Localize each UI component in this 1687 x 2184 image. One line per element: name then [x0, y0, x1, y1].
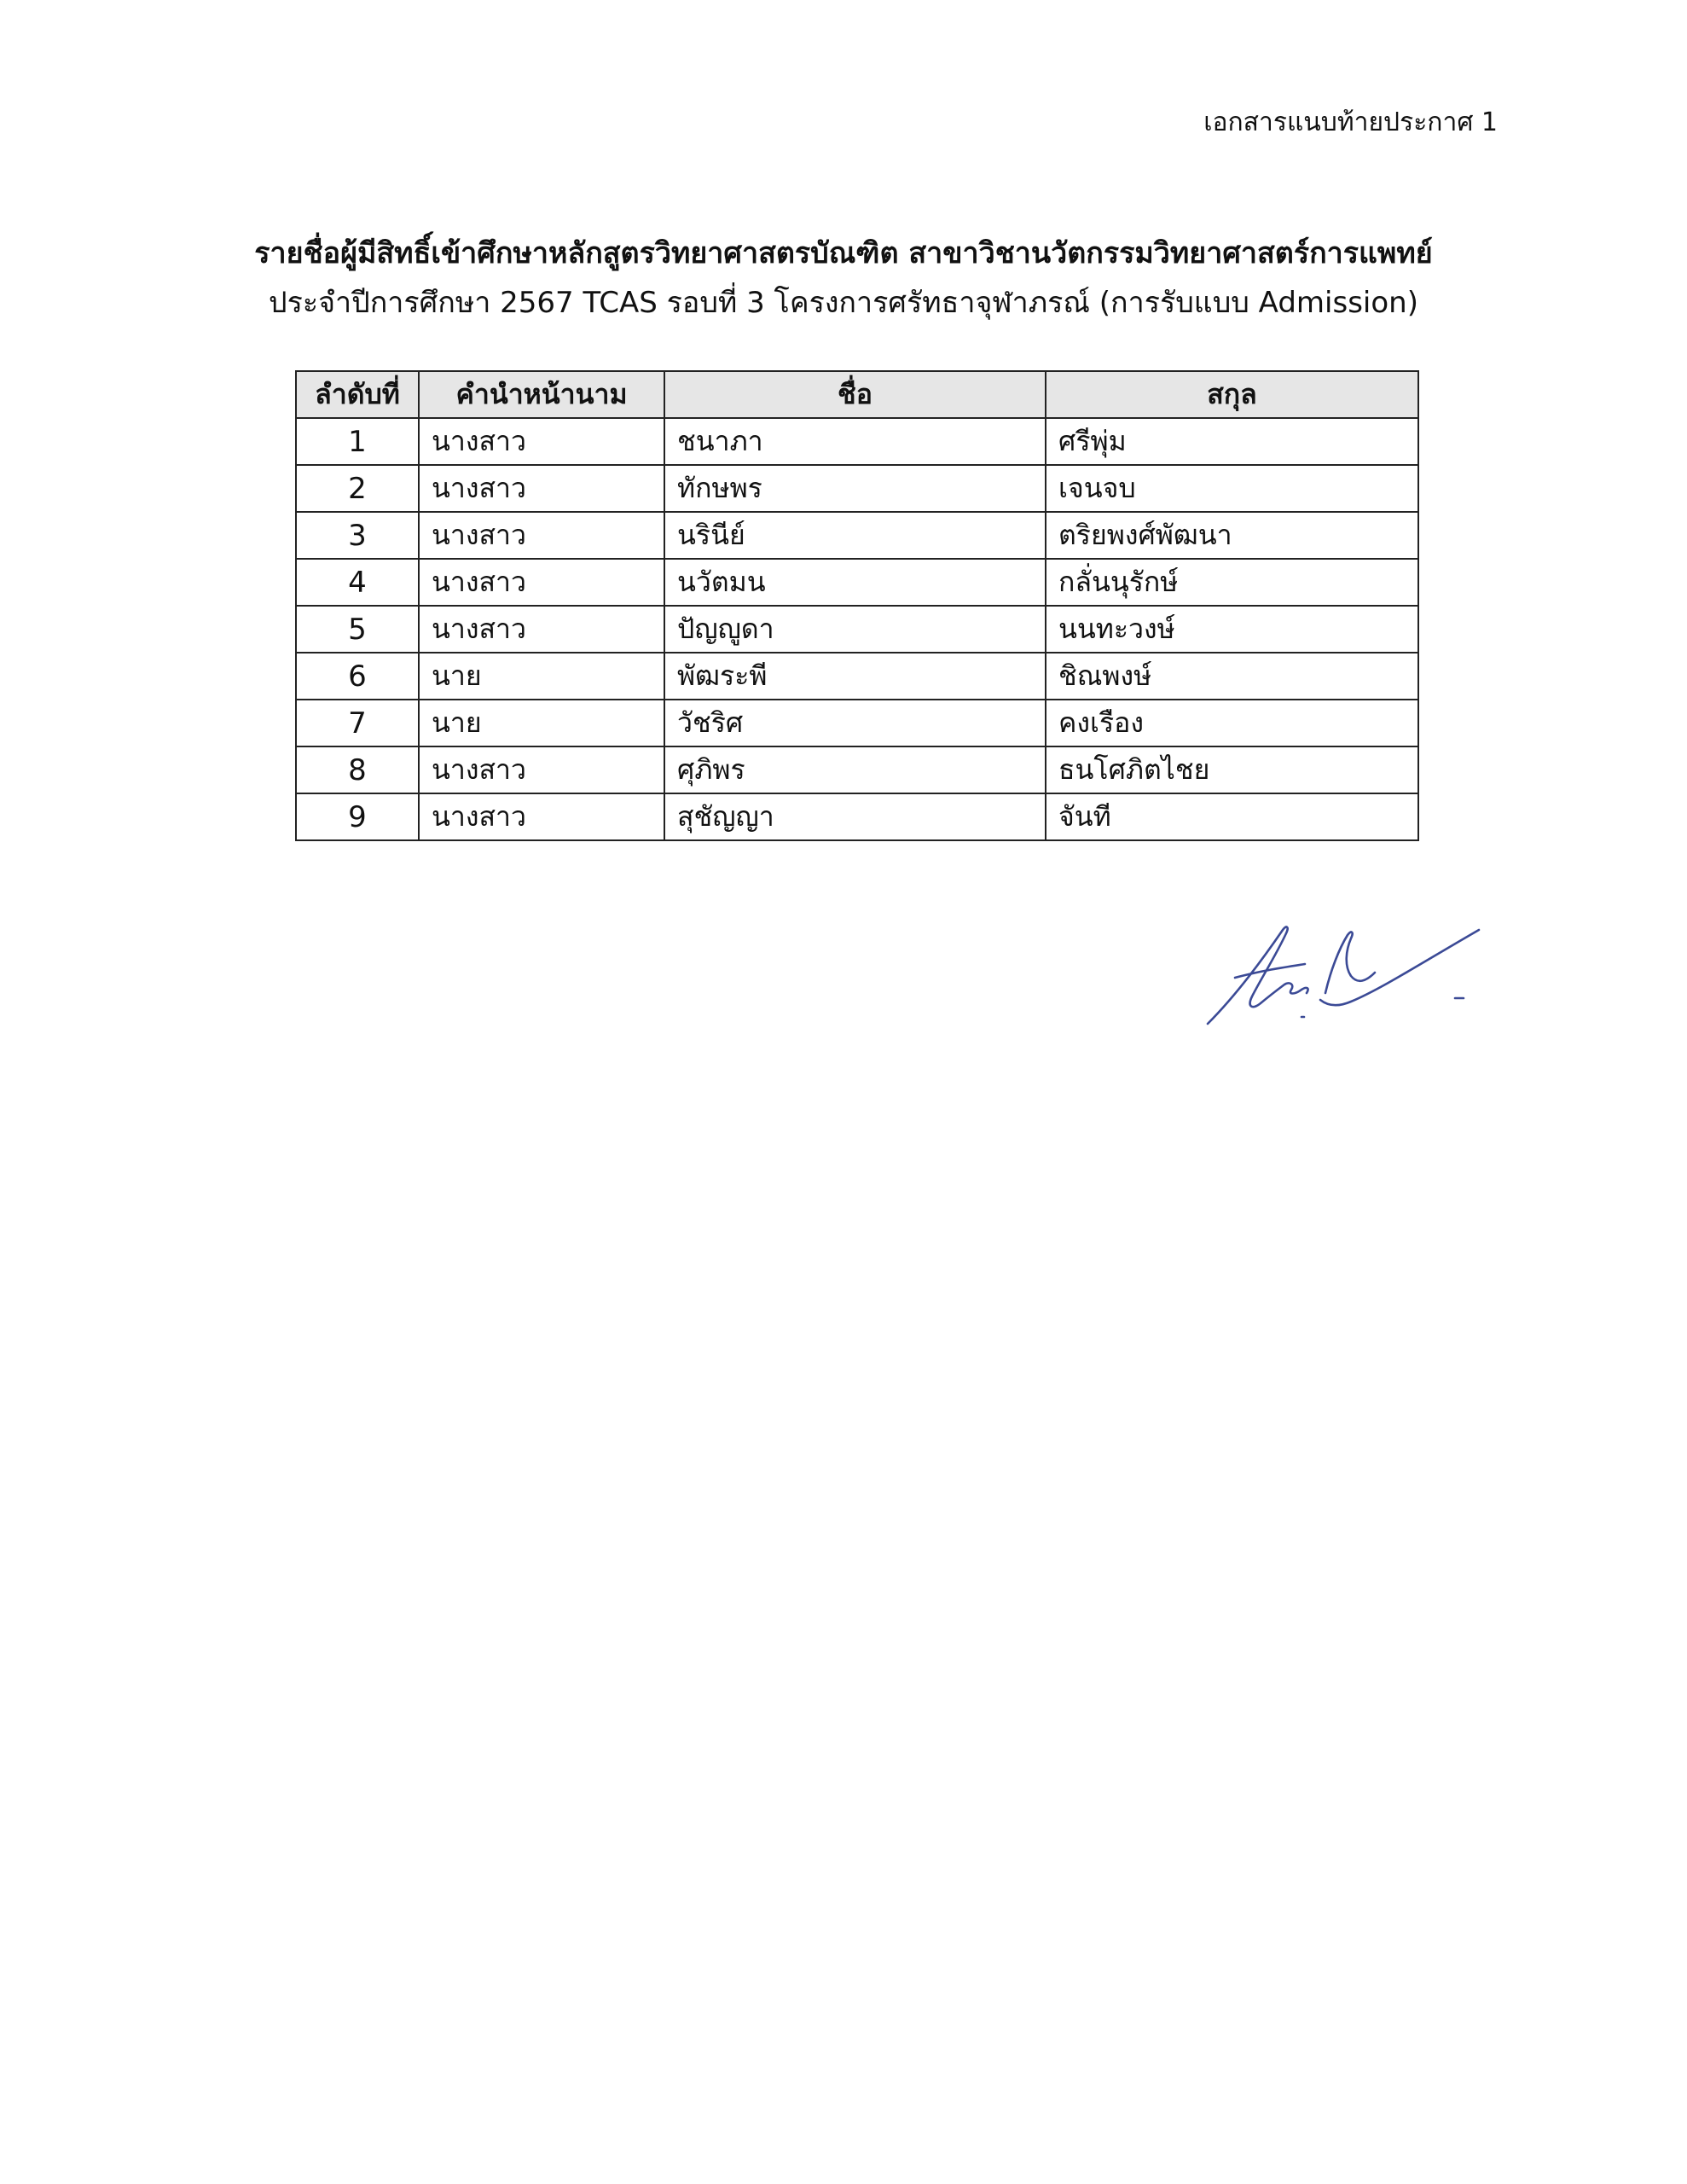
row-number: 5 [296, 606, 419, 653]
signature-stroke [1208, 927, 1308, 1024]
row-first-name: ทักษพร [664, 465, 1046, 512]
row-last-name: นนทะวงษ์ [1046, 606, 1418, 653]
row-number: 3 [296, 512, 419, 559]
row-last-name: ชิณพงษ์ [1046, 653, 1418, 700]
title-line-2: ประจำปีการศึกษา 2567 TCAS รอบที่ 3 โครงการศรัทธาจุฬาภรณ์ (การรับแบบ Admission) [269, 286, 1418, 320]
row-number: 9 [296, 793, 419, 840]
header-row [296, 371, 1418, 418]
row-last-name: เจนจบ [1046, 465, 1418, 512]
table-row [296, 512, 1418, 559]
header-first-name: ชื่อ [664, 371, 1046, 418]
attachment-note: เอกสารแนบท้ายประกาศ 1 [1203, 107, 1498, 137]
row-prefix: นางสาว [419, 418, 664, 465]
table-body [296, 418, 1418, 840]
table-header [296, 371, 1418, 418]
row-prefix: นางสาว [419, 512, 664, 559]
row-last-name: ตริยพงศ์พัฒนา [1046, 512, 1418, 559]
table-row [296, 746, 1418, 793]
signature-stroke [1325, 932, 1375, 993]
header-number: ลำดับที่ [296, 371, 419, 418]
table-row [296, 700, 1418, 746]
title-line-1: รายชื่อผู้มีสิทธิ์เข้าศึกษาหลักสูตรวิทยาศาสตรบัณฑิต สาขาวิชานวัตกรรมวิทยาศาสตร์การแพทย์ [254, 236, 1433, 270]
row-number: 1 [296, 418, 419, 465]
row-prefix: นาย [419, 700, 664, 746]
row-first-name: นรินีย์ [664, 512, 1046, 559]
table-row [296, 606, 1418, 653]
table-row [296, 418, 1418, 465]
row-number: 8 [296, 746, 419, 793]
table-row [296, 793, 1418, 840]
row-first-name: สุชัญญา [664, 793, 1046, 840]
row-prefix: นางสาว [419, 746, 664, 793]
row-first-name: ปัญญูดา [664, 606, 1046, 653]
admission-roster-table [295, 370, 1419, 841]
row-first-name: นวัตมน [664, 559, 1046, 606]
row-last-name: คงเรือง [1046, 700, 1418, 746]
row-prefix: นางสาว [419, 559, 664, 606]
row-first-name: ศุภิพร [664, 746, 1046, 793]
table-row [296, 465, 1418, 512]
header-prefix: คำนำหน้านาม [419, 371, 664, 418]
row-number: 2 [296, 465, 419, 512]
handwritten-signature [1201, 911, 1491, 1031]
row-first-name: ชนาภา [664, 418, 1046, 465]
row-first-name: วัชริศ [664, 700, 1046, 746]
row-prefix: นาย [419, 653, 664, 700]
row-number: 6 [296, 653, 419, 700]
row-last-name: กลั่นนุรักษ์ [1046, 559, 1418, 606]
header-last-name: สกุล [1046, 371, 1418, 418]
row-number: 4 [296, 559, 419, 606]
document-title [0, 229, 1687, 328]
row-prefix: นางสาว [419, 606, 664, 653]
row-prefix: นางสาว [419, 465, 664, 512]
row-last-name: ศรีพุ่ม [1046, 418, 1418, 465]
row-last-name: ธนโศภิตไชย [1046, 746, 1418, 793]
row-number: 7 [296, 700, 419, 746]
table-row [296, 559, 1418, 606]
table-row [296, 653, 1418, 700]
row-first-name: พัฒระพี [664, 653, 1046, 700]
row-last-name: จันที [1046, 793, 1418, 840]
row-prefix: นางสาว [419, 793, 664, 840]
